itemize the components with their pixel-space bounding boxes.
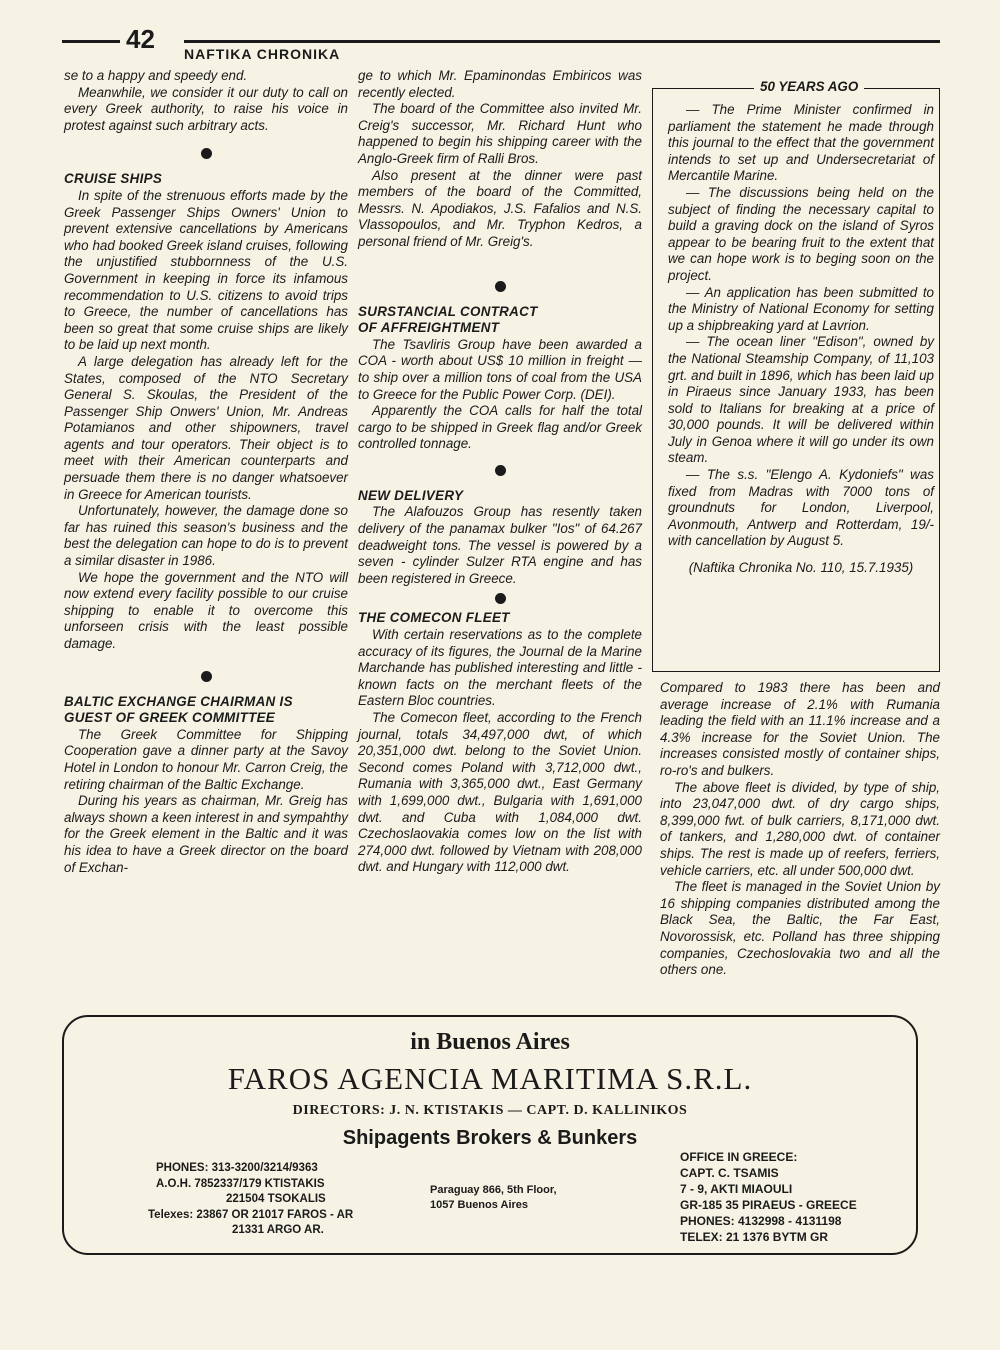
ad-services: Shipagents Brokers & Bunkers xyxy=(342,1127,638,1149)
article-paragraph: A large delegation has already left for the States, composed of the NTO Secretary General S. Skoulas, the President of the Passenger Ship Onwers' Union, Mr. Andreas Potamianos and other shipowners, travel agents and tour operators. Their object is to meet with their American counterparts and persuade them there is no danger whatsoever in Greece for American tourists. xyxy=(64,353,348,502)
box-paragraph: — The ocean liner "Edison", owned by the National Steamship Company, of 11,103 grt. and built in 1896, which has been laid up in Piraeus since January 1933, has been sold to Italians for breaking at a price of 30,000 pounds. It will be delivered within July in Genoa where it will go under its own steam. xyxy=(668,334,934,466)
ad-city: in Buenos Aires xyxy=(410,1029,570,1055)
article-paragraph: The above fleet is divided, by type of ship, into 23,047,000 dwt. of dry cargo ships, 8,399,000 fwt. of bulk carriers, 8,171,000 dwt. of tankers, and 1,280,000 dwt. of container ships. The rest is made up of reefers, ferriers, vehicle carriers, etc. all under 500,000 dwt. xyxy=(660,779,940,878)
section-heading-new-delivery: NEW DELIVERY xyxy=(358,487,464,503)
ad-phone-line: 21331 ARGO AR. xyxy=(232,1224,324,1236)
ad-greece-line: CAPT. C. TSAMIS xyxy=(680,1166,779,1180)
ad-phone-line: 221504 TSOKALIS xyxy=(226,1193,326,1205)
box-paragraph: — The s.s. "Elengo A. Kydoniefs" was fixed from Madras with 7000 tons of groundnuts for London, Liverpool, Avonmouth, Antwerp and Rotterdam, 19/- with cancellation by August 5. xyxy=(668,467,934,549)
ad-phone-line: A.O.H. 7852337/179 KTISTAKIS xyxy=(156,1177,325,1190)
article-paragraph: During his years as chairman, Mr. Greig has always shown a keen interest in and sympahthy for the Greek element in the Baltic and it was his idea to have a Greek director on the board of Exchan- xyxy=(64,793,348,875)
section-bullet-icon xyxy=(201,148,212,159)
section-heading-comecon: THE COMECON FLEET xyxy=(358,610,510,626)
ad-phone-block xyxy=(148,1161,354,1239)
section-bullet-icon xyxy=(201,671,212,682)
section-heading-contract-2: OF AFFREIGHTMENT xyxy=(358,320,500,336)
box-paragraph: — The Prime Minister confirmed in parliament the statement he made through this journal to the effect that the government intends to set up and Undersecretariat of Mercantile Marine. xyxy=(668,102,934,184)
box-paragraph: — An application has been submitted to the Ministry of National Economy for setting up a shipbreaking yard at Lavrion. xyxy=(668,284,934,333)
ad-greece-line: 7 - 9, AKTI MIAOULI xyxy=(680,1182,793,1196)
section-heading-baltic-1: BALTIC EXCHANGE CHAIRMAN IS xyxy=(64,693,293,709)
fifty-years-ago-content xyxy=(668,102,934,577)
header-rule-left xyxy=(62,40,120,43)
box-source-citation: (Naftika Chronika No. 110, 15.7.1935) xyxy=(688,560,914,576)
ad-directors: DIRECTORS: J. N. KTISTAKIS — CAPT. D. KALLINIKOS xyxy=(292,1103,688,1118)
article-paragraph: The Tsavliris Group have been awarded a COA - worth about US$ 10 million in freight — to ship over a million tons of coal from the USA to Greece for the Public Power Corp. (DEI). xyxy=(358,336,642,402)
ad-greece-office-block xyxy=(680,1149,857,1245)
section-heading-baltic-2: GUEST OF GREEK COMMITTEE xyxy=(64,710,276,726)
article-paragraph: se to a happy and speedy end. xyxy=(64,68,248,83)
column-1 xyxy=(64,68,348,876)
ad-address-line: Paraguay 866, 5th Floor, xyxy=(430,1184,557,1196)
section-bullet-icon xyxy=(495,465,506,476)
article-paragraph: The Alafouzos Group has resently taken delivery of the panamax bulker "Ios" of 64.267 deadweight tons. The vessel is powered by a seven - cylinder Sulzer RTA engine and has been registered in Greece. xyxy=(358,504,642,586)
article-paragraph: In spite of the strenuous efforts made by the Greek Passenger Ships Owners' Union to prevent extensive cancellations by Americans who had booked Greek island cruises, following the unjustified stubbornness of the U.S. Government in keeping in force its infamous recommendation to U.S. citizens to avoid trips to Greece, the number of cancellations has been so great that some cruise ships are likely to be laid up next month. xyxy=(64,187,348,353)
advertisement-faros xyxy=(62,1015,918,1255)
article-paragraph: Meanwhile, we consider it our duty to call on every Greek authority, to raise his voice in protest against such arbitrary acts. xyxy=(64,84,348,133)
article-paragraph: With certain reservations as to the complete accuracy of its figures, the Journal de la Marine Marchande has published interesting and little - known facts on the merchant fleets of the Eastern Bloc countries. xyxy=(358,627,642,709)
ad-greece-line: TELEX: 21 1376 BYTM GR xyxy=(680,1230,829,1244)
ad-address-line: 1057 Buenos Aires xyxy=(430,1199,529,1211)
ad-phone-line: Telexes: 23867 OR 21017 FAROS - AR xyxy=(148,1208,354,1221)
article-paragraph: ge to which Mr. Epaminondas Embiricos was recently elected. xyxy=(358,68,642,100)
ad-phone-line: PHONES: 313-3200/3214/9363 xyxy=(156,1162,318,1174)
section-bullet-icon xyxy=(495,593,506,604)
ad-company-name: FAROS AGENCIA MARITIMA S.R.L. xyxy=(227,1061,753,1096)
article-paragraph: The fleet is managed in the Soviet Union by 16 shipping companies distributed among the Black Sea, the Baltic, the Far East, Novorossisk, etc. Polland has three shipping companies, Czechoslovakia two and all the others one. xyxy=(660,879,940,978)
article-paragraph: Compared to 1983 there has been and average increase of 2.1% with Rumania leading the field with an 11.1% increase and a 4.3% increase for the Soviet Union. The increases consisted mostly of container ships, ro-ro's and bulkers. xyxy=(660,680,940,778)
article-paragraph: The board of the Committee also invited Mr. Creig's successor, Mr. Richard Hunt who happened to begin his shipping career with the Anglo-Greek firm of Ralli Bros. xyxy=(358,101,642,166)
article-paragraph: Also present at the dinner were past members of the board of the Committed, Messrs. N. Apodiakos, J.S. Fafalios and N.S. Vlassopoulos, and Mr. Tryphon Kedros, a personal friend of Mr. Greig's. xyxy=(358,167,642,249)
article-paragraph: The Greek Committee for Shipping Cooperation gave a dinner party at the Savoy Hotel in London to honour Mr. Carron Creig, the retiring chairman of the Baltic Exchange. xyxy=(64,726,348,792)
article-paragraph: We hope the government and the NTO will now extend every facility possible to our cruise shipping to enable it to overcome this unforseen crisis with the least possible damage. xyxy=(64,569,348,651)
article-paragraph: Unfortunately, however, the damage done so far has ruined this season's business and the best the delegation can hope to do is to prevent a similar disaster in 1986. xyxy=(64,503,348,569)
box-paragraph: — The discussions being held on the subject of finding the necessary capital to build a graving dock on the island of Syros appear to be bearing fruit to the extent that we can hope work is to beging soon on the project. xyxy=(668,184,934,283)
ad-address-block xyxy=(430,1183,557,1213)
header-rule-right xyxy=(184,40,940,43)
ad-greece-line: OFFICE IN GREECE: xyxy=(680,1150,798,1164)
section-heading-cruise-ships: CRUISE SHIPS xyxy=(64,171,163,187)
article-paragraph: The Comecon fleet, according to the French journal, totals 34,497,000 dwt, of which 20,351,000 dwt. belong to the Soviet Union. Second comes Poland with 3,712,000 dwt., Rumania with 3,365,000 dwt., East Germany with 1,699,000 dwt., Bulgaria with 1,691,000 dwt. and Cuba with 1,084,000 dwt. Czechoslaovakia comes low on the list with 274,000 dwt. followed by Vietnam with 208,000 dwt. and Hungary with 112,000 dwt. xyxy=(358,710,642,875)
masthead: NAFTIKA CHRONIKA xyxy=(184,46,341,62)
column-3 xyxy=(660,680,940,979)
section-heading-contract-1: SURSTANCIAL CONTRACT xyxy=(358,303,538,319)
page-number: 42 xyxy=(126,24,155,54)
article-paragraph: Apparently the COA calls for half the total cargo to be shipped in Greek flag and/or Greek controlled tonnage. xyxy=(358,403,642,452)
ad-greece-line: GR-185 35 PIRAEUS - GREECE xyxy=(680,1198,857,1212)
fifty-years-ago-title: 50 YEARS AGO xyxy=(754,79,864,94)
section-bullet-icon xyxy=(495,281,506,292)
ad-greece-line: PHONES: 4132998 - 4131198 xyxy=(680,1214,842,1228)
column-2 xyxy=(358,68,642,876)
